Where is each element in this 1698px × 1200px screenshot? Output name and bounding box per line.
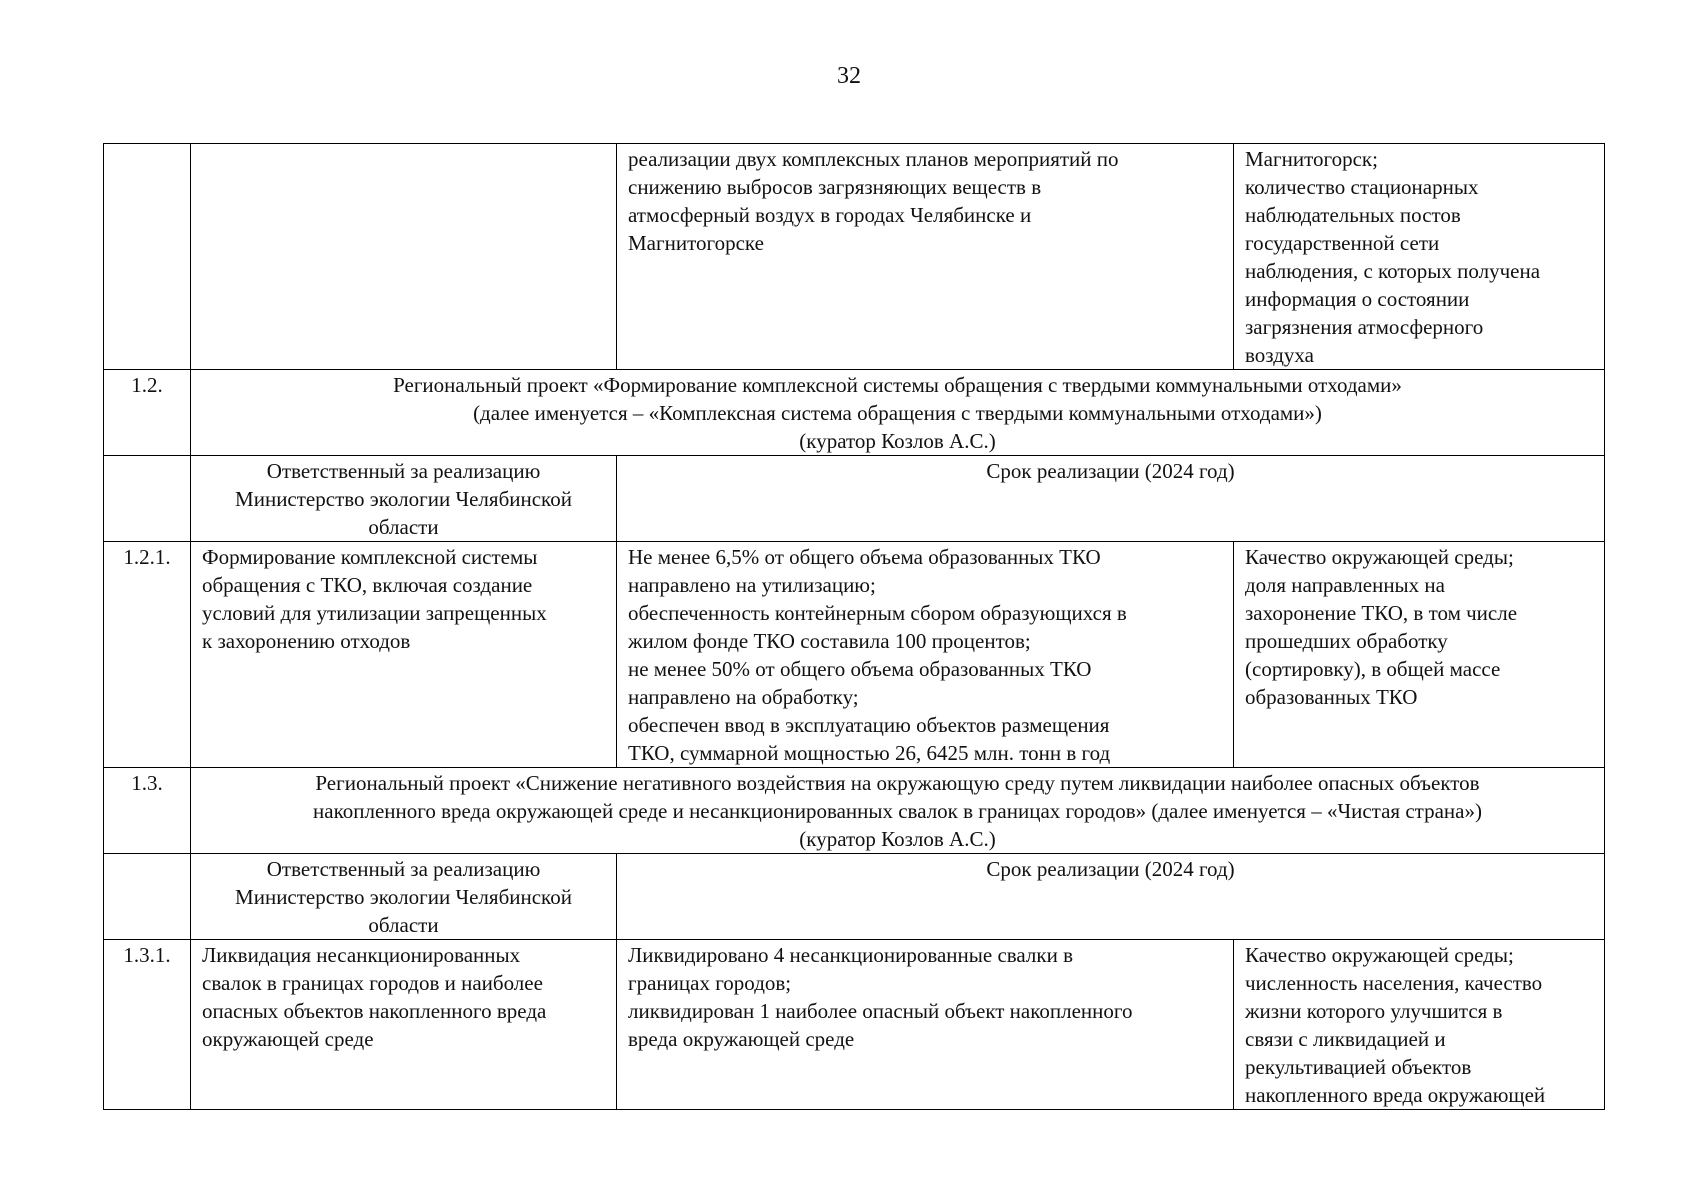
indicator-line: (сортировку), в общей массе	[1245, 657, 1501, 681]
indicator-line: загрязнения атмосферного	[1245, 315, 1484, 339]
indicator-line: информация о состоянии	[1245, 287, 1470, 311]
indicator-line: количество стационарных	[1245, 175, 1479, 199]
table-row-continuation	[104, 144, 1605, 370]
table-row-1-2-1	[104, 542, 1605, 768]
result-line: жилом фонде ТКО составила 100 процентов;	[628, 629, 1031, 653]
result-line: не менее 50% от общего объема образованных ТКО	[628, 657, 1092, 681]
cell-number-empty	[104, 854, 191, 940]
section-number: 1.3.	[104, 768, 191, 854]
indicator-line: образованных ТКО	[1245, 685, 1418, 709]
section-title-line: (куратор Козлов А.С.)	[799, 429, 996, 453]
result-line: Ликвидировано 4 несанкционированные свалки в	[628, 943, 1073, 967]
indicator-line: прошедших обработку	[1245, 629, 1448, 653]
indicator-line: государственной сети	[1245, 231, 1440, 255]
task-line: к захоронению отходов	[202, 629, 411, 653]
indicator-line: Качество окружающей среды;	[1245, 545, 1514, 569]
cell-indicator	[1234, 144, 1605, 370]
indicator-line: накопленного вреда окружающей	[1245, 1083, 1546, 1107]
task-line: Ликвидация несанкционированных	[202, 943, 521, 967]
responsible-line: Министерство экологии Челябинской	[235, 487, 572, 511]
result-line: направлено на обработку;	[628, 685, 859, 709]
result-line: Магнитогорске	[628, 231, 764, 255]
indicator-line: Магнитогорск;	[1245, 147, 1378, 171]
indicator-line: воздуха	[1245, 343, 1314, 367]
section-row-1-2	[104, 370, 1605, 456]
cell-indicator	[1234, 542, 1605, 768]
indicator-line: наблюдательных постов	[1245, 203, 1461, 227]
section-title-line: Региональный проект «Формирование комплексной системы обращения с твердыми коммунальными отходами»	[393, 373, 1402, 397]
indicator-line: доля направленных на	[1245, 573, 1445, 597]
indicator-line: захоронение ТКО, в том числе	[1245, 601, 1518, 625]
result-line: снижению выбросов загрязняющих веществ в	[628, 175, 1042, 199]
indicator-line: связи с ликвидацией и	[1245, 1027, 1446, 1051]
responsible-row-1-2	[104, 456, 1605, 542]
indicator-line: рекультивацией объектов	[1245, 1055, 1472, 1079]
deadline-cell: Срок реализации (2024 год)	[617, 854, 1605, 940]
section-number: 1.2.	[104, 370, 191, 456]
result-line: обеспечен ввод в эксплуатацию объектов размещения	[628, 713, 1110, 737]
row-number: 1.3.1.	[104, 940, 191, 1110]
cell-task	[191, 542, 617, 768]
responsible-row-1-3	[104, 854, 1605, 940]
section-title-line: Региональный проект «Снижение негативного воздействия на окружающую среду путем ликвидации наиболее опасных объектов	[315, 771, 1480, 795]
cell-indicator	[1234, 940, 1605, 1110]
cell-number-empty	[104, 144, 191, 370]
task-line: Формирование комплексной системы	[202, 545, 538, 569]
cell-result	[617, 940, 1234, 1110]
task-line: условий для утилизации запрещенных	[202, 601, 547, 625]
result-line: границах городов;	[628, 971, 792, 995]
result-line: Не менее 6,5% от общего объема образованных ТКО	[628, 545, 1101, 569]
row-number: 1.2.1.	[104, 542, 191, 768]
responsible-cell	[191, 854, 617, 940]
result-line: обеспеченность контейнерным сбором образующихся в	[628, 601, 1127, 625]
responsible-line: области	[368, 515, 439, 539]
section-row-1-3	[104, 768, 1605, 854]
cell-result	[617, 144, 1234, 370]
responsible-cell	[191, 456, 617, 542]
result-line: ликвидирован 1 наиболее опасный объект накопленного	[628, 999, 1133, 1023]
measures-table	[103, 143, 1605, 1110]
result-line: вреда окружающей среде	[628, 1027, 855, 1051]
section-title-line: накопленного вреда окружающей среде и несанкционированных свалок в границах городов» (далее именуется – «Чистая страна»)	[313, 799, 1482, 823]
task-line: свалок в границах городов и наиболее	[202, 971, 543, 995]
responsible-line: Ответственный за реализацию	[266, 459, 541, 483]
page-number: 32	[837, 63, 861, 89]
task-line: окружающей среде	[202, 1027, 374, 1051]
cell-task	[191, 940, 617, 1110]
result-line: атмосферный воздух в городах Челябинске и	[628, 203, 1032, 227]
indicator-line: жизни которого улучшится в	[1245, 999, 1503, 1023]
result-line: реализации двух комплексных планов мероприятий по	[628, 147, 1119, 171]
section-title	[191, 370, 1605, 456]
indicator-line: численность населения, качество	[1245, 971, 1543, 995]
result-line: ТКО, суммарной мощностью 26, 6425 млн. тонн в год	[628, 741, 1111, 765]
cell-number-empty	[104, 456, 191, 542]
cell-task-empty	[191, 144, 617, 370]
indicator-line: Качество окружающей среды;	[1245, 943, 1514, 967]
table-row-1-3-1	[104, 940, 1605, 1110]
task-line: опасных объектов накопленного вреда	[202, 999, 547, 1023]
result-line: направлено на утилизацию;	[628, 573, 876, 597]
responsible-line: Министерство экологии Челябинской	[235, 885, 572, 909]
task-line: обращения с ТКО, включая создание	[202, 573, 533, 597]
responsible-line: Ответственный за реализацию	[266, 857, 541, 881]
section-title-line: (куратор Козлов А.С.)	[799, 827, 996, 851]
deadline-cell: Срок реализации (2024 год)	[617, 456, 1605, 542]
responsible-line: области	[368, 913, 439, 937]
indicator-line: наблюдения, с которых получена	[1245, 259, 1541, 283]
cell-result	[617, 542, 1234, 768]
section-title	[191, 768, 1605, 854]
section-title-line: (далее именуется – «Комплексная система обращения с твердыми коммунальными отходами»)	[473, 401, 1322, 425]
